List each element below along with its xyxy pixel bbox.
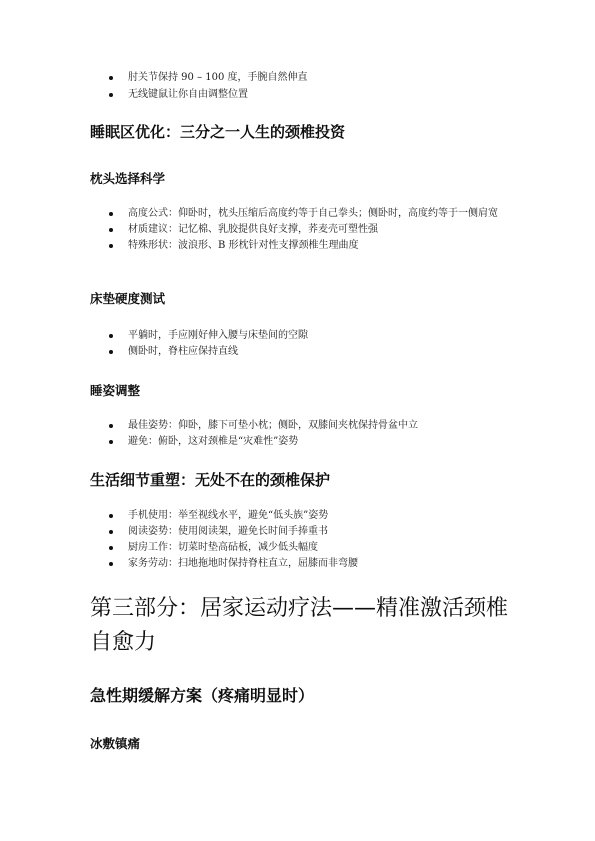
list-item [90,223,558,237]
bullet-icon [109,76,113,80]
list-item-text: 高度公式：仰卧时，枕头压缩后高度约等于自己拳头；侧卧时，高度约等于一侧肩宽 [128,208,498,219]
section-heading-acute: 急性期缓解方案（疼痛明显时） [90,686,315,705]
subheading-pillow: 枕头选择科学 [90,171,166,186]
bullet-icon [109,228,113,232]
bullet-icon [109,244,113,248]
bullet-icon [109,546,113,550]
bullet-icon [109,424,113,428]
list-item [90,345,558,359]
posture-bullet-list [0,419,595,449]
list-item [90,541,558,555]
bullet-icon [109,440,113,444]
bullet-icon [109,93,113,97]
list-item-text: 肘关节保持 90 – 100 度，手腕自然伸直 [128,72,308,83]
list-item [90,557,558,571]
list-item [90,419,558,433]
list-item [90,435,558,449]
pillow-bullet-list [0,207,595,253]
bullet-icon [109,562,113,566]
part-three-title: 第三部分：居家运动疗法——精准激活颈椎自愈力 [90,596,509,655]
list-item [90,88,558,102]
bullet-icon [109,514,113,518]
list-item [90,329,558,343]
section-heading-sleep: 睡眠区优化：三分之一人生的颈椎投资 [90,123,346,141]
life-bullet-list [0,509,595,571]
intro-bullet-list [0,71,595,102]
bullet-icon [109,350,113,354]
list-item-text: 厨房工作：切菜时垫高砧板，减少低头幅度 [128,542,318,553]
list-item-text: 材质建议：记忆棉、乳胶提供良好支撑，荞麦壳可塑性强 [128,224,378,235]
section-heading-life: 生活细节重塑：无处不在的颈椎保护 [90,471,331,489]
list-item-text: 手机使用：举至视线水平，避免“低头族”姿势 [128,510,329,521]
list-item-text: 特殊形状：波浪形、B 形枕针对性支撑颈椎生理曲度 [128,240,359,251]
list-item-text: 避免：俯卧，这对颈椎是“灾难性”姿势 [128,436,299,447]
list-item-text: 阅读姿势：使用阅读架，避免长时间手捧重书 [128,526,328,537]
subheading-ice: 冰敷镇痛 [90,736,141,751]
list-item [90,509,558,523]
subheading-sleep-posture: 睡姿调整 [90,383,141,398]
mattress-bullet-list [0,329,595,359]
list-item [90,207,558,221]
list-item-text: 家务劳动：扫地拖地时保持脊柱直立，屈膝而非弯腰 [128,558,358,569]
bullet-icon [109,212,113,216]
bullet-icon [109,334,113,338]
list-item-text: 无线键鼠让你自由调整位置 [128,89,248,100]
list-item-text: 侧卧时，脊柱应保持直线 [128,346,238,357]
list-item-text: 最佳姿势：仰卧，膝下可垫小枕；侧卧，双膝间夹枕保持骨盆中立 [128,420,418,431]
subheading-mattress: 床垫硬度测试 [90,291,166,306]
list-item [90,239,558,253]
bullet-icon [109,530,113,534]
list-item-text: 平躺时，手应刚好伸入腰与床垫间的空隙 [128,330,308,341]
list-item [90,525,558,539]
list-item [90,71,558,85]
